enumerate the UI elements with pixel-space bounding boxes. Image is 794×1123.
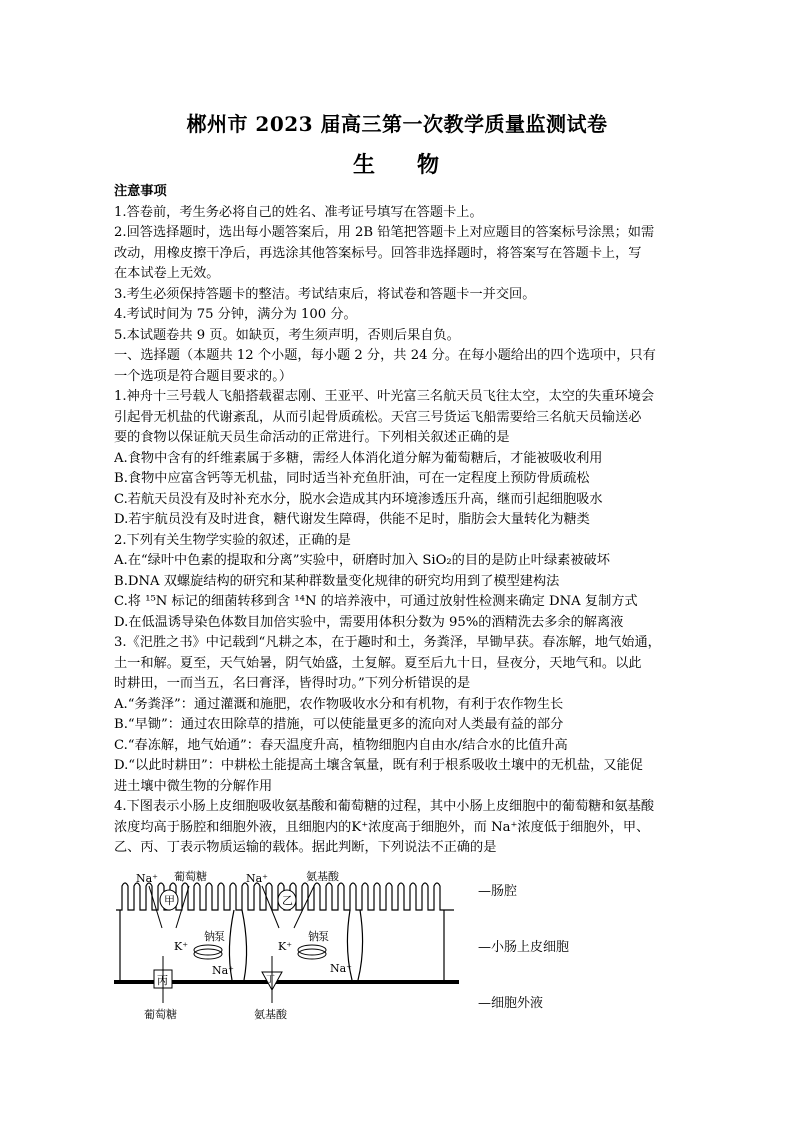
region-label-ecf: —细胞外液 [478,996,544,1011]
notice-line: 改动，用橡皮擦干净后，再选涂其他答案标号。回答非选择题时，将答案写在答题卡上，写 [114,245,642,261]
label-na-top-left: Na⁺ [136,872,158,885]
question-3-option-b: B.“早锄”：通过农田除草的措施，可以使能量更多的流向对人类最有益的部分 [114,717,564,732]
lateral-membrane-right [347,910,444,980]
carrier-jia-label: 甲 [164,894,175,907]
section-heading: 一、选择题（本题共 12 个小题，每小题 2 分，共 24 分。在每小题给出的四个选项中，只有 [114,348,656,363]
notice-line: 3.考生必须保持答题卡的整洁。考试结束后，将试卷和答题卡一并交回。 [114,286,536,302]
question-1-option-c: C.若航天员没有及时补充水分，脱水会造成其内环境渗透压升高，继而引起细胞吸水 [114,491,603,507]
question-3-stem: 3.《汜胜之书》中记载到“凡耕之本，在于趣时和土，务粪泽，早锄早获。春冻解，地气始通， [114,635,661,650]
question-3-option-c: C.“春冻解，地气始通”：春天温度升高，植物细胞内自由水/结合水的比值升高 [114,737,568,753]
label-glucose-top: 葡萄糖 [174,870,207,883]
question-2-option-c: C.将 ¹⁵N 标记的细菌转移到含 ¹⁴N 的培养液中，可通过放射性检测来确定 DNA 复制方式 [114,594,638,609]
region-label-lumen: —肠腔 [478,884,518,899]
notice-line: 5.本试题卷共 9 页。如缺页，考生须声明，否则后果自负。 [114,327,460,343]
notice-line: 2.回答选择题时，选出每小题答案后，用 2B 铅笔把答题卡上对应题目的答案标号涂黑；如需 [114,225,655,240]
question-1-option-a: A.食物中含有的纤维素属于多糖，需经人体消化道分解为葡萄糖后，才能被吸收利用 [114,450,603,466]
arrow-na-in-left [149,886,162,928]
label-amino-bottom: 氨基酸 [254,1008,287,1021]
question-1-option-b: B.食物中应富含钙等无机盐，同时适当补充鱼肝油，可在一定程度上预防骨质疏松 [114,471,590,486]
question-3-option-a: A.“务粪泽”：通过灌溉和施肥，农作物吸收水分和有机物，有利于农作物生长 [114,696,564,712]
label-na-top-right: Na⁺ [246,872,268,885]
notice-line: 1.答卷前，考生务必将自己的姓名、准考证号填写在答题卡上。 [114,204,483,220]
pump-right-na: 钠 [308,930,319,943]
diagram-region-labels [478,868,598,1023]
question-1-stem: 1.神舟十三号载人飞船搭载翟志刚、王亚平、叶光富三名航天员飞往太空，太空的失重环境会 [114,389,655,404]
label-amino-top: 氨基酸 [306,870,339,883]
label-na-right-out: Na⁺ [330,962,352,975]
notice-heading: 注意事项 [114,184,167,199]
pump-left-beng: 泵 [214,930,225,943]
subject-char-2: 物 [417,152,442,178]
question-4-stem: 4.下图表示小肠上皮细胞吸收氨基酸和葡萄糖的过程，其中小肠上皮细胞中的葡萄糖和氨基酸 [114,799,655,814]
subject-title [0,148,794,179]
question-2-stem: 2.下列有关生物学实验的叙述，正确的是 [114,532,351,548]
carrier-bing-label: 丙 [157,974,168,987]
label-glucose-bottom: 葡萄糖 [144,1008,177,1021]
region-label-cell: —小肠上皮细胞 [478,940,570,955]
exam-body [114,182,680,859]
pump-left-na: 钠 [204,930,215,943]
arrow-na-in-right [262,886,279,928]
pump-right-beng: 泵 [318,930,329,943]
question-1-stem: 引起骨无机盐的代谢紊乱，从而引起骨质疏松。天宫三号货运飞船需要给三名航天员输送必 [114,409,642,425]
question-3-stem: 时耕田，一而当五，名曰膏泽，皆得时功。”下列分析错误的是 [114,676,471,691]
question-2-option-d: D.在低温诱导染色体数目加倍实验中，需要用体积分数为 95%的酒精洗去多余的解离液 [114,614,624,630]
question-1-option-d: D.若宇航员没有及时进食，糖代谢发生障碍，供能不足时，脂肪会大量转化为糖类 [114,512,590,527]
subject-char-1: 生 [352,152,377,178]
question-3-option-d: D.“以此时耕田”：中耕松土能提高土壤含氧量，既有利于根系吸收土壤中的无机盐，又能促 [114,758,643,773]
arrow-amino-in [294,886,314,928]
section-heading: 一个选项是符合题目要求的。） [114,368,293,384]
carrier-yi-label: 乙 [282,894,293,907]
question-4-stem: 浓度均高于肠腔和细胞外液，且细胞内的K⁺浓度高于细胞外，而 Na⁺浓度低于细胞外，甲、 [114,819,650,835]
question-3-option-d-cont: 进土壤中微生物的分解作用 [114,778,273,794]
label-na-left-out: Na⁺ [212,964,234,977]
transport-diagram [114,868,474,1023]
label-k-right: K⁺ [278,940,293,953]
label-k-left: K⁺ [174,940,189,953]
question-4-stem: 乙、丙、丁表示物质运输的载体。据此判断，下列说法不正确的是 [114,840,497,855]
question-3-stem: 土一和解。夏至，天气始暑，阴气始盛，土复解。夏至后九十日，昼夜分，天地气和。以此 [114,655,642,671]
notice-line: 4.考试时间为 75 分钟，满分为 100 分。 [114,307,357,322]
question-2-option-a: A.在“绿叶中色素的提取和分离”实验中，研磨时加入 SiO₂的目的是防止叶绿素被破坏 [114,553,610,568]
carrier-ding-label: 丁 [266,975,276,985]
exam-title: 郴州市 2023 届高三第一次教学质量监测试卷 [186,112,608,136]
notice-line: 在本试卷上无效。 [114,266,220,281]
question-2-option-b: B.DNA 双螺旋结构的研究和某种群数量变化规律的研究均用到了模型建构法 [114,573,560,589]
question-1-stem: 要的食物以保证航天员生命活动的正常进行。下列相关叙述正确的是 [114,430,510,445]
